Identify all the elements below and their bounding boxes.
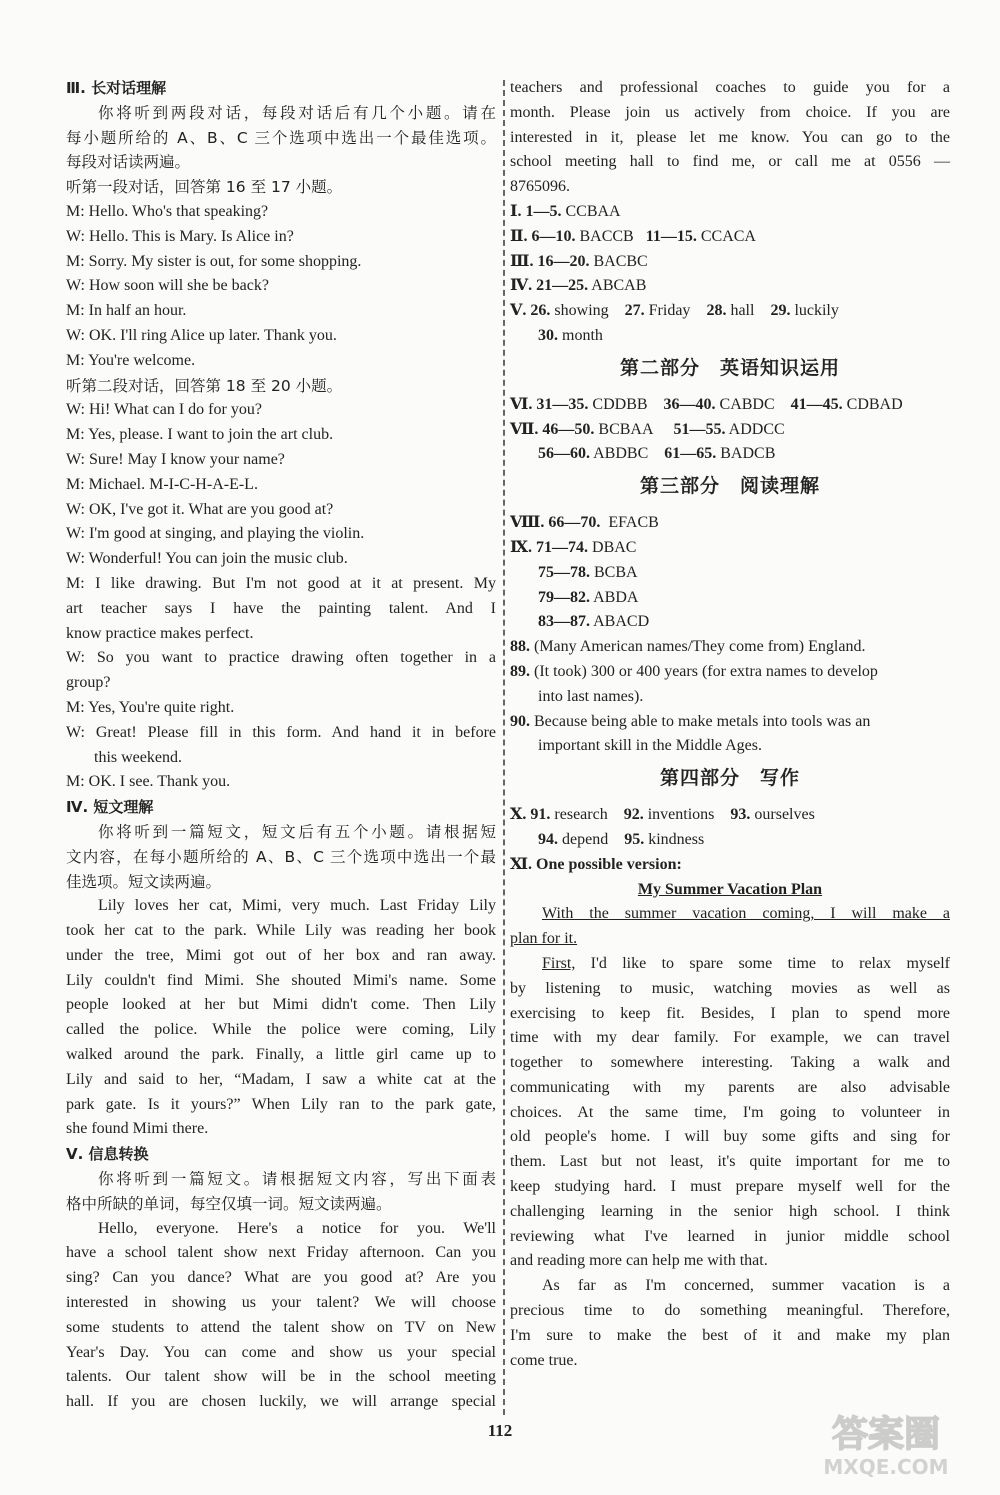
passage-line: walked around the park. Finally, a little girl came up to [66,1046,496,1064]
notice-line: have a school talent show next Friday afternoon. Can you [66,1244,496,1262]
answer-number: Ⅱ. 6—10. [510,227,576,245]
notice-line: talents. Our talent show will be in the school meeting [66,1368,496,1386]
answer-row-5-cont [510,324,950,349]
section-3-instruction-1: 你将听到两段对话，每段对话后有几个小题。请在 [98,103,496,122]
watermark-url: MXQE.COM [823,1455,949,1479]
answer-number: Ⅲ. 16—20. [510,252,590,270]
essay-line: reviewing what I've learned in junior middle school [510,1227,950,1245]
answer-value: BCBAA [598,420,654,438]
answer-row-10-cont [510,828,950,853]
passage-line: called the police. While the police were coming, Lily [66,1021,496,1039]
notice-line: Year's Day. You can come and show us your special [66,1343,496,1361]
dialogue-2-line: M: OK. I see. Thank you. [66,773,231,791]
page-number: 112 [487,1421,513,1440]
section-4-instruction-3: 佳选项。短文读两遍。 [66,872,222,891]
answer-value: showing [554,302,609,320]
answer-number: 11—15. [645,227,697,245]
dialogue-2-prompt: 听第二段对话，回答第 18 至 20 小题。 [66,376,343,395]
part-2-title: 英语知识运用 [720,356,841,379]
answer-value: ABCAB [591,277,647,295]
answer-value: ADDCC [728,420,785,438]
answer-row-10 [510,803,950,828]
answer-value: CCACA [700,227,756,245]
essay-title: My Summer Vacation Plan [637,880,823,898]
answer-number: 95. [624,830,645,848]
part-3-heading [510,474,950,498]
dialogue-2-line: M: I like drawing. But I'm not good at it at present. My [66,574,496,592]
dialogue-2-line: M: Michael. M-I-C-H-A-E-L. [66,475,258,493]
answer-value: luckily [794,302,839,320]
dialogue-1-line: W: OK. I'll ring Alice up later. Thank you. [66,326,337,344]
section-3-title: Ⅲ. 长对话理解 [66,79,167,97]
answer-row-3 [510,250,950,275]
part-4-title: 写作 [760,767,801,790]
answer-value: CDDBB [592,395,648,413]
passage-line: she found Mimi there. [66,1120,209,1138]
answer-number: 56—60. [538,445,590,463]
essay-line: As far as I'm concerned, summer vacation is a [542,1277,950,1295]
answer-number: 90. [510,712,530,730]
essay-line: I'm sure to make the best of it and make my plan [510,1326,950,1344]
answer-value: hall [730,302,755,320]
dialogue-2-line: W: Great! Please fill in this form. And hand it in before [66,723,496,741]
essay-line: communicating with my parents are also advisable [510,1078,950,1096]
dialogue-2-line: M: Yes, You're quite right. [66,698,235,716]
section-4-title: Ⅳ. 短文理解 [66,798,154,817]
answer-value: depend [562,830,609,848]
answer-number: 79—82. [538,588,590,606]
answer-value: DBAC [592,538,637,556]
notice-line: hall. If you are chosen luckily, we will arrange special [66,1393,496,1411]
answer-number: 29. [770,302,791,320]
answer-row-7 [510,418,950,443]
notice-line: teachers and professional coaches to guide you for a [510,79,950,96]
essay-line: plan for it. [510,930,578,948]
notice-line: interested in showing us your talent? We will choose [66,1294,496,1312]
passage-line: Lily and said to her, “Madam, I saw a white cat at the [66,1070,496,1088]
dialogue-2-line: W: Sure! May I know your name? [66,450,285,468]
passage-line: took her cat to the park. While Lily was reading her book [66,922,496,940]
answer-number: 83—87. [538,613,590,631]
section-5-instruction-2: 格中所缺的单词，每空仅填一词。短文读两遍。 [66,1194,392,1213]
column-divider [503,80,505,1415]
section-4-instruction-2: 文内容，在每小题所给的 A、B、C 三个选项中选出一个最 [66,847,496,866]
answer-row-4 [510,274,950,299]
answer-value: EFACB [608,514,659,532]
notice-line: interested in it, please let me know. You can go to the [510,128,950,146]
answer-text: (Many American names/They come from) England. [534,638,866,656]
essay-line: come true. [510,1351,578,1369]
dialogue-2-line: M: Yes, please. I want to join the art club. [66,426,334,444]
part-3-title: 阅读理解 [740,475,821,498]
passage-line: people looked at her but Mimi didn't come. Then Lily [66,996,496,1014]
essay-line: old people's home. I will buy some gifts and sing for [510,1128,950,1146]
part-4-heading [510,766,950,790]
essay-first-word: First, [542,954,576,972]
watermark-text: 答案圈 [831,1414,941,1455]
dialogue-1-prompt: 听第一段对话，回答第 16 至 17 小题。 [66,178,343,197]
essay-line: and reading more can help me with that. [510,1252,768,1270]
answer-89 [510,660,950,685]
passage-line: Lily loves her cat, Mimi, very much. Last Friday Lily [98,897,496,915]
dialogue-2-line: W: I'm good at singing, and playing the violin. [66,525,365,543]
answer-row-9-cont [510,586,950,611]
answer-number: 89. [510,662,530,680]
part-3-label: 第三部分 [639,475,720,498]
answer-text: Because being able to make metals into tools was an [534,712,871,730]
passage-line: Lily couldn't find Mimi. She shouted Mimi's name. Some [66,971,496,989]
answer-number: Ⅶ. 46—50. [510,420,595,438]
passage-line: under the tree, Mimi got out of her box and ran away. [66,946,496,964]
left-column [66,76,496,1415]
watermark-logo [786,1406,986,1481]
answer-value: BACBC [593,252,648,270]
dialogue-2-line-cont: know practice makes perfect. [66,624,254,642]
dialogue-2-line-cont: group? [66,674,111,692]
answer-number: 27. [624,302,645,320]
section-5-title: Ⅴ. 信息转换 [66,1145,149,1164]
dialogue-1-line: W: How soon will she be back? [66,277,269,295]
answer-number: 41—45. [790,395,843,413]
dialogue-1-line: M: You're welcome. [66,351,196,369]
answer-value: inventions [647,806,715,824]
answer-value: ourselves [754,806,815,824]
notice-line: Hello, everyone. Here's a notice for you. We'll [98,1219,496,1237]
answer-number: 36—40. [663,395,716,413]
part-4-label: 第四部分 [659,767,740,790]
answer-number: 75—78. [538,563,590,581]
dialogue-2-line: W: OK, I've got it. What are you good at? [66,500,334,518]
notice-line: school meeting hall to find me, or call me at 0556 — [510,153,950,171]
answer-row-5 [510,299,950,324]
answer-text: (It took) 300 or 400 years (for extra names to develop [534,662,878,680]
answer-value: ABDBC [593,445,649,463]
answer-row-6 [510,393,950,418]
answer-number: 30. [538,326,558,344]
essay-first-line-rest: I'd like to spare some time to relax myself [575,954,950,972]
essay-line: together to somewhere interesting. Taking a walk and [510,1054,950,1072]
passage-line: park gate. Is it yours?” When Lily ran to the park gate, [66,1095,496,1113]
answer-number: 61—65. [664,445,717,463]
answer-value: CDBAD [846,395,903,413]
essay-line: exercising to keep fit. Besides, I plan to spend more [510,1004,950,1022]
answer-value: research [554,806,608,824]
answer-number: Ⅹ. 91. [510,806,551,824]
right-column [510,76,950,1373]
section-3-instruction-3: 每段对话读两遍。 [66,153,191,172]
answer-90 [510,710,950,735]
dialogue-1-line: M: In half an hour. [66,302,187,320]
part-2-heading [510,356,950,380]
notice-line: 8765096. [510,178,570,196]
answer-number: Ⅴ. 26. [510,302,551,320]
essay-line: by listening to music, watching movies as well as [510,979,950,997]
answer-row-9-cont [510,610,950,635]
dialogue-2-line: W: Wonderful! You can join the music club. [66,550,348,568]
notice-line: month. Please join us actively from choice. If you are [510,103,950,121]
essay-line: keep studying hard. I must prepare myself well for the [510,1178,950,1196]
answer-row-11 [510,853,950,878]
essay-label: Ⅺ. One possible version: [510,855,682,873]
dialogue-1-line: W: Hello. This is Mary. Is Alice in? [66,227,294,245]
answer-value: CABDC [719,395,775,413]
dialogue-2-line: W: Hi! What can I do for you? [66,401,262,419]
answer-89-cont: into last names). [538,687,644,705]
dialogue-2-line: W: So you want to practice drawing often together in a [66,649,496,667]
answer-number: 51—55. [673,420,726,438]
section-5-instruction-1: 你将听到一篇短文。请根据短文内容，写出下面表 [98,1170,496,1189]
essay-line: them. Last but not least, it's quite important for me to [510,1153,950,1171]
section-3-instruction-2: 每小题所给的 A、B、C 三个选项中选出一个最佳选项。 [66,128,496,147]
answer-number: Ⅰ. 1—5. [510,202,562,220]
answer-row-1 [510,200,950,225]
answer-row-8 [510,511,950,536]
answer-row-2 [510,225,950,250]
answer-value: kindness [648,830,705,848]
answer-row-9 [510,536,950,561]
answer-number: 88. [510,638,530,656]
essay-line: precious time to do something meaningful. Therefore, [510,1302,950,1320]
dialogue-1-line: M: Sorry. My sister is out, for some shopping. [66,252,362,270]
answer-number: 93. [730,806,751,824]
essay-line: challenging learning in the senior high school. I think [510,1202,950,1220]
essay-line: With the summer vacation coming, I will make a [542,905,950,923]
answer-number: 28. [706,302,727,320]
answer-number: Ⅵ. 31—35. [510,395,589,413]
answer-value: Friday [648,302,691,320]
essay-line [510,952,950,977]
answer-number: 94. [538,830,558,848]
answer-number: Ⅷ. 66—70. [510,514,601,532]
dialogue-2-line-cont: art teacher says I have the painting talent. And I [66,599,496,617]
notice-line: sing? Can you dance? What are you good at? Are you [66,1269,496,1287]
answer-value: BACCB [579,227,634,245]
answer-88 [510,635,950,660]
answer-value: month [562,326,603,344]
dialogue-1-line: M: Hello. Who's that speaking? [66,202,269,220]
answer-value: CCBAA [565,202,621,220]
section-4-instruction-1: 你将听到一篇短文，短文后有五个小题。请根据短 [98,822,496,841]
answer-row-9-cont [510,561,950,586]
essay-line: choices. At the same time, I'm going to volunteer in [510,1103,950,1121]
answer-value: ABACD [593,613,650,631]
dialogue-2-line-cont: this weekend. [94,748,182,766]
essay-line: time with my dear family. For example, we can travel [510,1029,950,1047]
answer-number: Ⅸ. 71—74. [510,538,589,556]
answer-number: 92. [623,806,644,824]
answer-row-7-cont [510,442,950,467]
answer-value: BADCB [720,445,776,463]
part-2-label: 第二部分 [619,356,700,379]
answer-value: ABDA [593,588,639,606]
notice-line: some students to attend the talent show on TV on New [66,1318,496,1336]
answer-90-cont: important skill in the Middle Ages. [538,737,762,755]
answer-value: BCBA [594,563,638,581]
answer-number: Ⅳ. 21—25. [510,277,589,295]
